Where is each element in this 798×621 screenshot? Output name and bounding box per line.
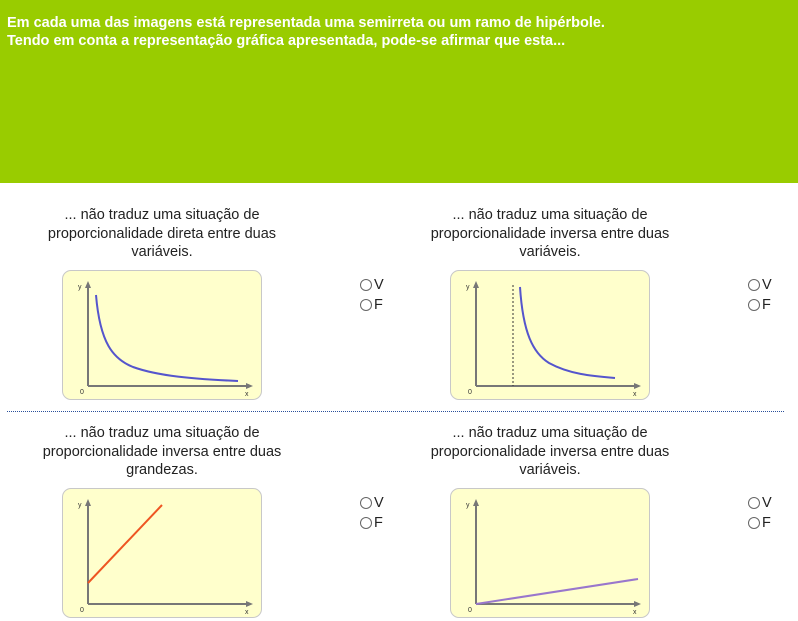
question-4-option-v[interactable] [748,494,772,512]
option-label: V [374,495,384,511]
question-2-graph [450,270,650,400]
option-label: F [374,515,383,531]
x-axis-arrow [634,383,641,389]
question-2-option-v[interactable] [748,276,772,294]
y-axis-arrow [473,499,479,506]
radio-button[interactable] [748,517,760,529]
radio-button[interactable] [360,299,372,311]
origin-label: 0 [468,389,472,396]
y-axis-label: y [466,502,470,509]
origin-label: 0 [468,607,472,614]
x-axis-arrow [246,601,253,607]
question-3-graph-svg [63,489,262,618]
x-axis-arrow [634,601,641,607]
question-4-graph-svg [451,489,650,618]
origin-label: 0 [80,389,84,396]
option-label: V [762,495,772,511]
question-4-option-f[interactable] [748,514,771,532]
radio-button[interactable] [748,497,760,509]
question-1-text: ... não traduz uma situação de proporcionalidade direta entre duas variáveis. [47,207,277,260]
hyperbola-curve [96,295,238,381]
question-4-text: ... não traduz uma situação de proporcionalidade inversa entre duas variáveis. [430,425,670,478]
question-1-graph-svg [63,271,262,400]
option-label: V [762,277,772,293]
instructions-line-2: Tendo em conta a representação gráfica apresentada, pode-se afirmar que esta... [7,33,566,49]
question-2-text: ... não traduz uma situação de proporcionalidade inversa entre duas variáveis. [430,207,670,260]
question-3-text: ... não traduz uma situação de proporcionalidade inversa entre duas grandezas. [42,425,282,478]
hyperbola-curve [520,287,615,378]
x-axis-arrow [246,383,253,389]
option-label: F [762,515,771,531]
y-axis-arrow [85,499,91,506]
radio-button[interactable] [360,497,372,509]
instructions-line-1: Em cada uma das imagens está representada uma semirreta ou um ramo de hipérbole. [7,15,605,31]
question-1-graph [62,270,262,400]
question-3-graph [62,488,262,618]
origin-label: 0 [80,607,84,614]
option-label: F [374,297,383,313]
question-2-option-f[interactable] [748,296,771,314]
option-label: F [762,297,771,313]
question-1-option-f[interactable] [360,296,383,314]
x-axis-label: x [245,391,249,398]
y-axis-label: y [78,284,82,291]
radio-button[interactable] [748,299,760,311]
question-3-option-f[interactable] [360,514,383,532]
radio-button[interactable] [360,517,372,529]
y-axis-arrow [85,281,91,288]
question-1-option-v[interactable] [360,276,384,294]
option-label: V [374,277,384,293]
section-divider [7,411,784,412]
question-4-graph [450,488,650,618]
straight-line [88,505,162,583]
radio-button[interactable] [360,279,372,291]
instructions-banner [0,0,798,183]
x-axis-label: x [633,391,637,398]
x-axis-label: x [245,609,249,616]
y-axis-label: y [466,284,470,291]
radio-button[interactable] [748,279,760,291]
y-axis-label: y [78,502,82,509]
x-axis-label: x [633,609,637,616]
y-axis-arrow [473,281,479,288]
straight-line [476,579,638,604]
question-2-graph-svg [451,271,650,400]
question-3-option-v[interactable] [360,494,384,512]
